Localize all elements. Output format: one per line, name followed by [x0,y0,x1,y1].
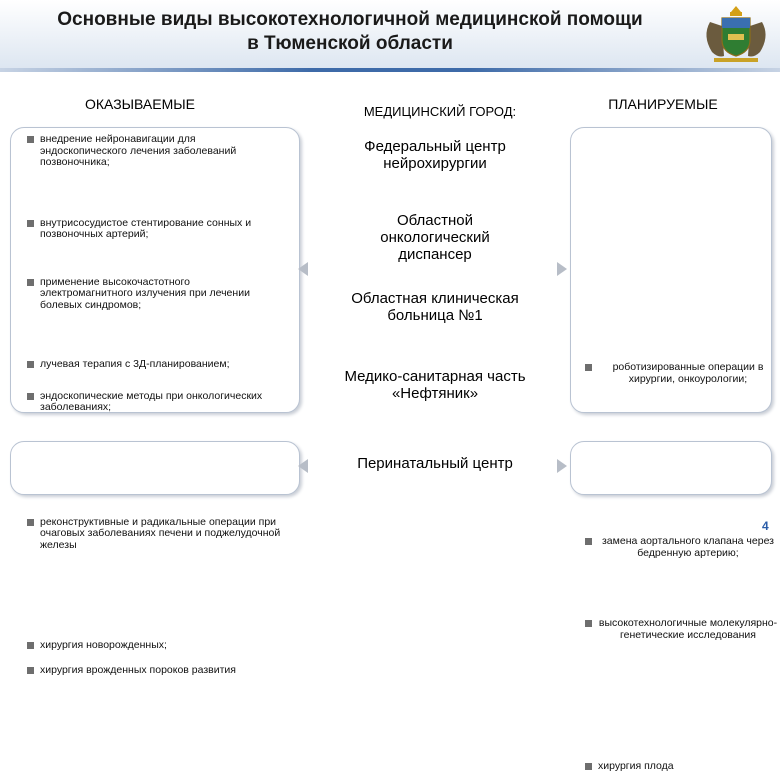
right-column-title: ПЛАНИРУЕМЫЕ [608,96,718,112]
right-item-1: роботизированные операции в хирургии, онкоурологии; [584,362,778,385]
right-arrow-bottom [557,459,567,473]
page-number: 4 [762,519,769,533]
left-item-1: внедрение нейронавигации для эндоскопического лечения заболеваний позвоночника; [26,134,245,169]
left-item-7: реконструктивные и радикальные операции при очаговых заболеваниях печени и поджелудочной железы [26,517,290,552]
left-arrow-bottom [298,459,308,473]
center-column-title: МЕДИЦИНСКИЙ ГОРОД: [363,104,517,119]
left-item-5: эндоскопические методы при онкологических заболеваниях; [26,391,290,414]
center-item-oncology: Областной онкологический диспансер [380,212,490,263]
header-divider [0,68,780,72]
center-item-neurosurgery: Федеральный центр нейрохирургии [364,138,506,172]
left-item-4: лучевая терапия с 3Д-планированием; [26,359,310,371]
left-bottom-item-1: хирургия новорожденных; [26,640,305,652]
title-line-1: Основные виды высокотехнологичной медицинской помощи [57,9,643,30]
center-item-medical-unit: Медико-санитарная часть «Нефтяник» [344,368,526,402]
left-item-3: применение высокочастотного электромагнитного излучения при лечении болевых синдромов; [26,277,275,312]
right-bottom-box [570,441,772,495]
tyumen-coat-of-arms-icon [700,4,772,66]
left-arrow-main [298,262,308,276]
left-bottom-item-2: хирургия врожденных пороков развития [26,665,305,677]
right-item-3: замена аортального клапана через бедренную артерию; [584,536,778,559]
center-item-perinatal: Перинатальный центр [357,455,513,472]
center-item-hospital: Областная клиническая больница №1 [351,290,519,324]
left-bottom-box [10,441,300,495]
left-item-2: внутрисосудистое стентирование сонных и позвоночных артерий; [26,218,290,241]
right-item-4: высокотехнологичные молекулярно-генетические исследования [584,618,778,641]
title-line-2: в Тюменской области [247,33,453,54]
right-bottom-item-1: хирургия плода [584,761,778,773]
right-arrow-main [557,262,567,276]
page-title [20,8,680,56]
left-column-title: ОКАЗЫВАЕМЫЕ [84,96,196,112]
